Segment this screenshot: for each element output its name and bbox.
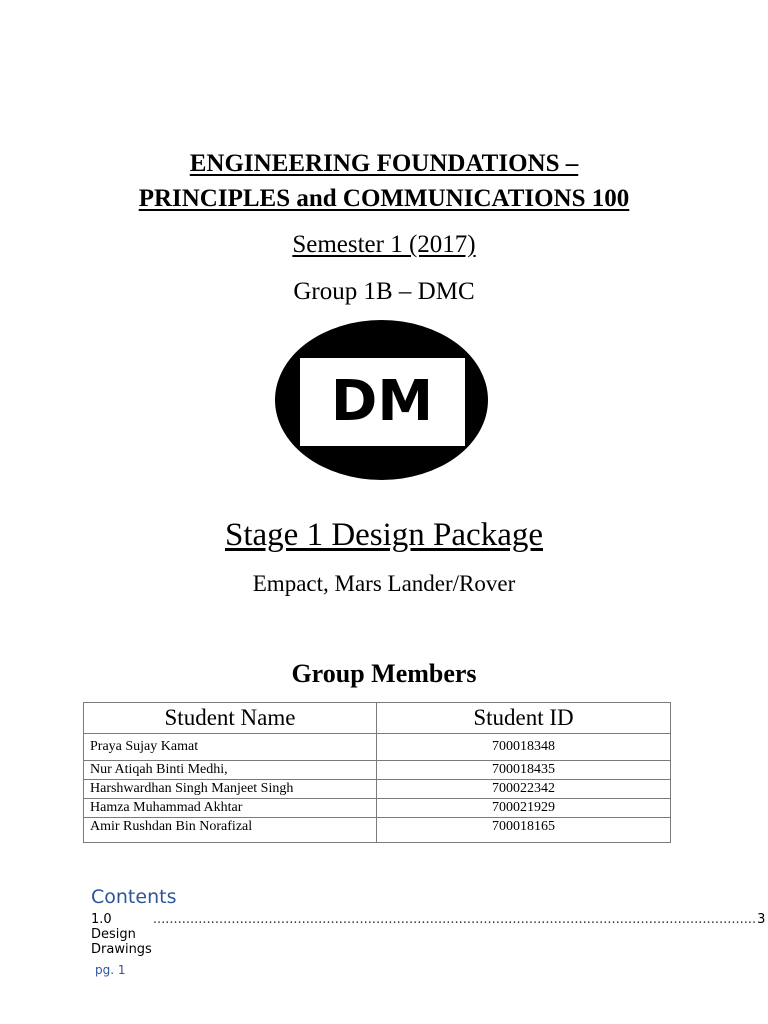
table-row <box>84 761 671 780</box>
toc-entry[interactable] <box>91 912 766 957</box>
semester-label: Semester 1 (2017) <box>292 231 476 258</box>
package-subtitle: Empact, Mars Lander/Rover <box>252 571 516 596</box>
members-table <box>83 702 671 843</box>
package-title: Stage 1 Design Package <box>225 517 543 553</box>
members-heading: Group Members <box>291 659 477 688</box>
column-header-id: Student ID <box>377 703 671 734</box>
table-row <box>84 799 671 818</box>
student-id: 700021929 <box>377 799 671 818</box>
student-id: 700022342 <box>377 780 671 799</box>
table-row <box>84 734 671 761</box>
student-name: Nur Atiqah Binti Medhi, <box>84 761 377 780</box>
student-id: 700018348 <box>377 734 671 761</box>
group-label: Group 1B – DMC <box>293 278 475 305</box>
contents-heading: Contents <box>91 886 177 908</box>
student-id: 700018165 <box>377 818 671 843</box>
student-name: Hamza Muhammad Akhtar <box>84 799 377 818</box>
student-name: Amir Rushdan Bin Norafizal <box>84 818 377 843</box>
dm-logo <box>275 320 488 480</box>
table-header-row <box>84 703 671 734</box>
title-line-1: ENGINEERING FOUNDATIONS – <box>189 150 579 177</box>
toc-leader-dots: .................................................................................................................................................. <box>152 912 757 927</box>
title-line-2: PRINCIPLES and COMMUNICATIONS 100 <box>138 185 630 212</box>
table-row <box>84 818 671 843</box>
student-name: Praya Sujay Kamat <box>84 734 377 761</box>
logo-text: DM <box>330 369 434 434</box>
toc-entry-label: 1.0 Design Drawings <box>91 912 152 957</box>
student-id: 700018435 <box>377 761 671 780</box>
table-row <box>84 780 671 799</box>
column-header-name: Student Name <box>84 703 377 734</box>
toc-entry-page: 3 <box>757 912 766 927</box>
student-name: Harshwardhan Singh Manjeet Singh <box>84 780 377 799</box>
page-number: pg. 1 <box>95 963 126 977</box>
